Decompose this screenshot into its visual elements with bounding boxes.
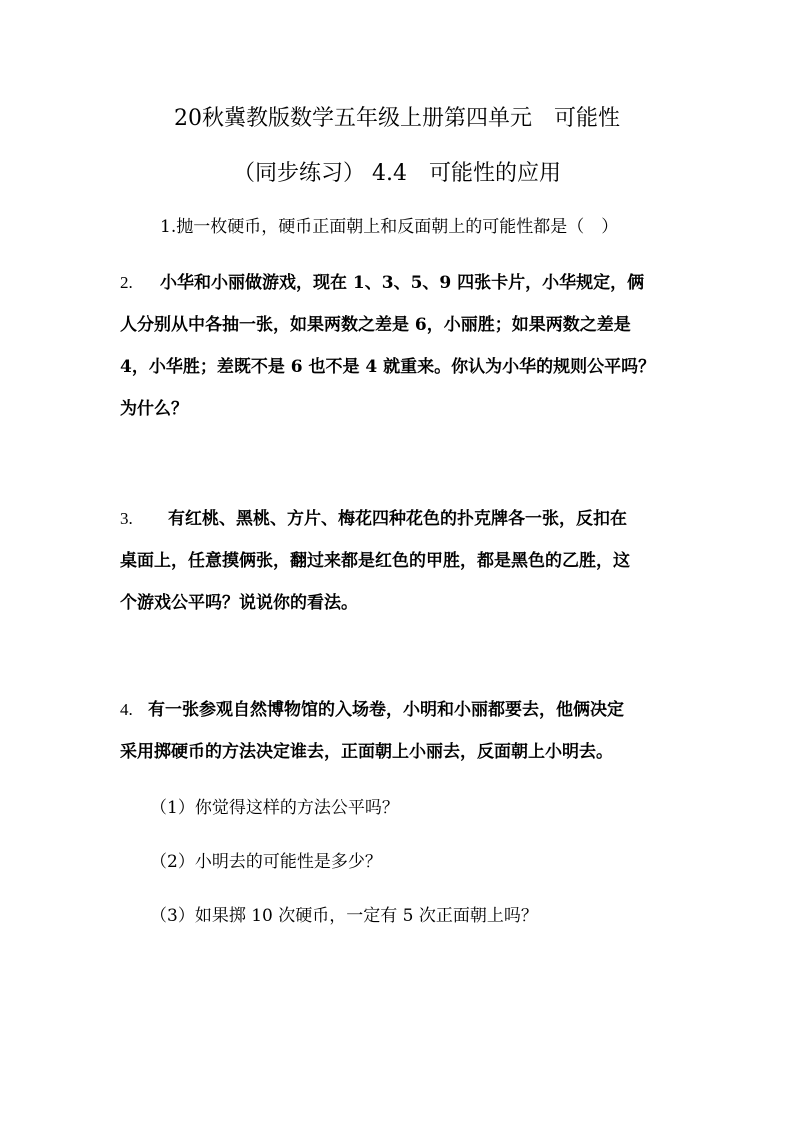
question-3-line-2: 桌面上，任意摸俩张，翻过来都是红色的甲胜，都是黑色的乙胜，这 xyxy=(120,551,630,571)
question-1: 1.抛一枚硬币，硬币正面朝上和反面朝上的可能性都是（ ） xyxy=(160,217,619,237)
title-line-2: （同步练习） 4.4 可能性的应用 xyxy=(233,161,561,186)
question-3-line-1: 有红桃、黑桃、方片、梅花四种花色的扑克牌各一张，反扣在 xyxy=(168,509,627,529)
question-4-line-2: 采用掷硬币的方法决定谁去，正面朝上小丽去，反面朝上小明去。 xyxy=(120,742,613,762)
question-4-sub-1: （1）你觉得这样的方法公平吗？ xyxy=(150,798,399,818)
title-line-1: 20秋冀教版数学五年级上册第四单元 可能性 xyxy=(174,106,620,131)
question-4-sub-2: （2）小明去的可能性是多少？ xyxy=(150,852,382,872)
question-2-number: 2. xyxy=(120,273,133,292)
question-4-sub-3: （3）如果掷 10 次硬币，一定有 5 次正面朝上吗？ xyxy=(150,906,538,926)
question-2-line-4: 为什么？ xyxy=(120,399,188,419)
question-4-number: 4. xyxy=(120,700,133,719)
question-2-line-3: 4，小华胜；差既不是 6 也不是 4 就重来。你认为小华的规则公平吗？ xyxy=(120,357,656,377)
question-3-number: 3. xyxy=(120,509,133,528)
question-3-line-3: 个游戏公平吗？说说你的看法。 xyxy=(120,593,358,613)
question-2-line-1: 小华和小丽做游戏，现在 1、3、5、9 四张卡片，小华规定，俩 xyxy=(160,273,645,293)
question-4-line-1: 有一张参观自然博物馆的入场卷，小明和小丽都要去，他俩决定 xyxy=(148,700,624,720)
question-2-line-2: 人分别从中各抽一张，如果两数之差是 6，小丽胜；如果两数之差是 xyxy=(120,315,631,335)
